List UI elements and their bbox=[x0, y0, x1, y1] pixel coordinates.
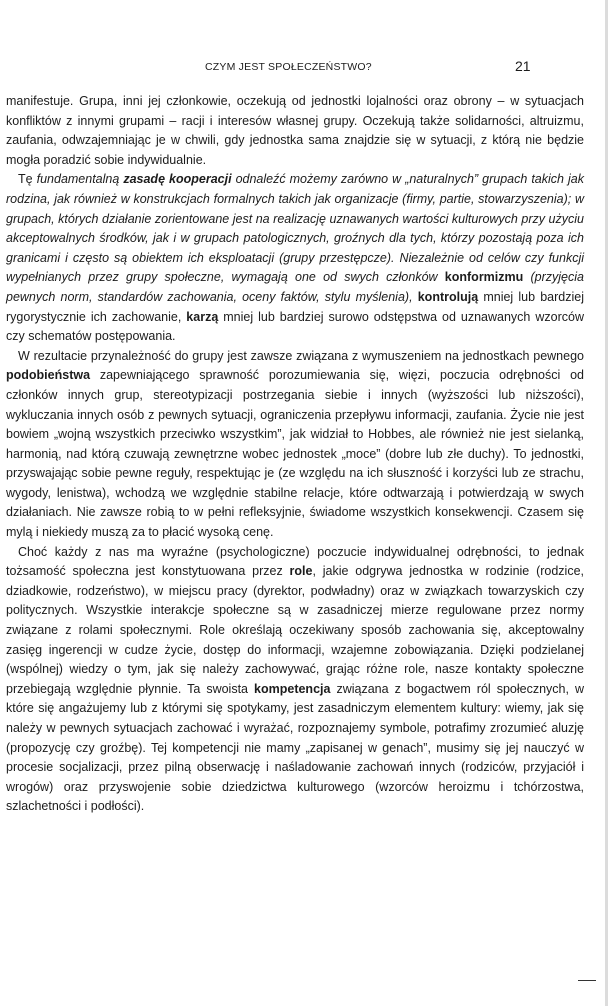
paragraph-3-run: W rezultacie przynależność do grupy jest zawsze związana z wymuszeniem na jednostkach pewnego bbox=[18, 348, 584, 363]
term-konformizm: konformizmu bbox=[444, 270, 524, 285]
paragraph-4-run: związana z bogactwem ról społecznych, w które się angażujemy lub z którymi się spotykamy, jest zasadniczym elementem kultury: wiemy, jak się należy w pewnych sytuacjach zachować i wyrażać, rozpoznajemy symbole, potrafimy zrozumieć aluzję (propozycję czy groźbę). Tej kompetencji nie mamy „zapisanej w genach”, musimy się jej nauczyć w procesie socjalizacji, przez pilną obserwację i naśladowanie zachowań innych (rodziców, przyjaciół i wrogów) oraz przyswojenie sobie dziedzictwa kulturowego (wzorców heroizmu i tchórzostwa, szlachetności i podłości). bbox=[6, 681, 584, 814]
term-kompetencja: kompetencja bbox=[254, 681, 331, 696]
paragraph-2-run: mniej lub bardziej rygorystycznie ich zachowanie, bbox=[6, 289, 585, 324]
paragraph-3-run: zapewniającego sprawność porozumiewania się, więzi, poczucia odrębności od członków innych grup, stereotypizacji postrzegania siebie i innych (wyższości lub niższości), wykluczania innych osób z pewnych sytuacji, ograniczenia przepływu informacji, zaufania. Życie nie jest bowiem „wojną wszystkich przeciwko wszystkim”, jak widział to Hobbes, ale również nie jest sielanką, harmonią, nad którą czuwają zewnętrzne wobec jednostek „moce” (dobre lub złe duchy). To jednostki, przyswajając sobie pewne reguły, respektując je (ze względu na ich słuszność i korzyści lub ze strachu, wygody, lenistwa), wchodzą we względnie stabilne relacje, które odtwarzają i potwierdzają w swych działaniach. Nie zawsze robią to w pełni refleksyjnie, świadome wszystkich konsekwencji. Czasem się mylą i niekiedy muszą za to płacić wysoką cenę. bbox=[6, 368, 584, 540]
paragraph-1-text: manifestuje. Grupa, inni jej członkowie, oczekują od jednostki lojalności oraz obrony – w sytuacjach konfliktów z innymi grupami – racji i interesów własnej grupy. Oczekują także solidarności, altruizmu, zaufania, odwzajemniając je w chwili, gdy jednostka sama znajdzie się w sytuacji, z którą nie będzie mogła poradzić sobie indywidualnie. bbox=[6, 94, 584, 167]
paragraph-2-italic-run: odnaleźć możemy zarówno w „naturalnych” grupach takich jak rodzina, jak również w konstrukcjach formalnych takich jak organizacje (firmy, partie, stowarzyszenia); w grupach, których działanie zorientowane jest na realizację uznawanych wartości kulturowych przy użyciu akceptowalnych środków, jak i w grupach patologicznych, groźnych dla tych, którzy pozostają poza ich granicami i często są obiektem ich eksploatacji (grupy przestępcze). Niezależnie od celów czy funkcji wypełnianych przez grupy społeczne, wymagają one od swych członków bbox=[6, 172, 584, 285]
term-zasada-kooperacji: zasadę kooperacji bbox=[123, 172, 232, 187]
paragraph-2 bbox=[6, 170, 584, 346]
page-number: 21 bbox=[515, 58, 531, 74]
paragraph-4 bbox=[6, 543, 584, 817]
scan-mark bbox=[578, 980, 596, 981]
paragraph-4-run: , jakie odgrywa jednostka w rodzinie (rodzice, dziadkowie, rodzeństwo), w miejscu pracy (dyrektor, podwładny) oraz w związkach towarzyskich czy politycznych. Wszystkie interakcje społeczne są w zasadniczej mierze regulowane przez normy związane z rolami społecznymi. Role określają oczekiwany sposób zachowania się, akceptowalny zasięg ingerencji w cudze życie, dostęp do informacji, wzajemne zobowiązania. Dzięki podzielanej (wspólnej) wiedzy o tym, jak się należy zachowywać, grając różne role, nasze kontakty społeczne przebiegają względnie płynnie. Ta swoista bbox=[6, 564, 585, 696]
term-karza: karzą bbox=[186, 309, 219, 324]
paragraph-2-italic-run: fundamentalną bbox=[36, 172, 120, 187]
paragraph-4-run: Choć każdy z nas ma wyraźne (psychologiczne) poczucie indywidualnej odrębności, to jednak tożsamość społeczna jest konstytuowana przez bbox=[6, 544, 584, 579]
running-title: CZYM JEST SPOŁECZEŃSTWO? bbox=[205, 61, 372, 73]
term-podobienstwo: podobieństwa bbox=[6, 368, 91, 383]
paragraph-2-italic-run: (przyjęcia pewnych norm, standardów zachowania, oceny faktów, stylu myślenia), bbox=[6, 270, 584, 304]
paragraph-1 bbox=[6, 92, 584, 170]
paragraph-3 bbox=[6, 347, 584, 543]
running-head bbox=[0, 58, 608, 78]
paragraph-2-run: mniej lub bardziej surowo odstępstwa od uznawanych wzorców czy schematów postępowania. bbox=[6, 309, 584, 344]
term-kontroluja: kontrolują bbox=[417, 289, 479, 304]
term-role: role bbox=[289, 564, 313, 579]
paragraph-2-run: Tę bbox=[18, 172, 37, 187]
body-text bbox=[0, 92, 596, 817]
